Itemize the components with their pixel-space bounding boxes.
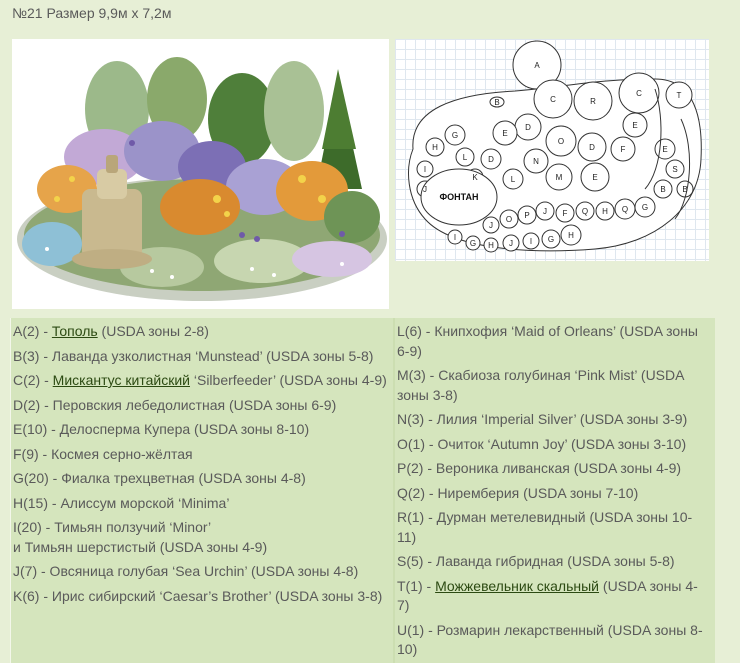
legend-item-text: C(2) -	[13, 372, 53, 388]
legend-item-text: I(20) - Тимьян ползучий ‘Minor’	[13, 519, 212, 535]
svg-text:C: C	[636, 89, 642, 98]
svg-text:H: H	[488, 241, 494, 250]
legend-item-f	[13, 445, 393, 465]
svg-text:T: T	[676, 91, 682, 100]
svg-text:G: G	[451, 131, 459, 140]
legend-item-e	[13, 420, 393, 440]
svg-text:I: I	[423, 165, 427, 174]
svg-text:F: F	[620, 145, 626, 154]
legend-item-k	[13, 587, 393, 607]
legend-item-s	[397, 552, 709, 572]
legend-item-text: S(5) - Лаванда гибридная (USDA зоны 5-8)	[397, 553, 675, 569]
legend-item-text: G(20) - Фиалка трехцветная (USDA зоны 4-8)	[13, 470, 306, 486]
fountain-label: ФОНТАН	[439, 192, 479, 202]
legend-item-r	[397, 508, 709, 547]
page-title: №21 Размер 9,9м х 7,2м	[12, 5, 172, 21]
legend-item-j	[13, 562, 393, 582]
svg-text:E: E	[502, 129, 508, 138]
legend-item-text: N(3) - Лилия ‘Imperial Silver’ (USDA зоны 3-9)	[397, 411, 688, 427]
svg-text:A: A	[534, 61, 540, 70]
svg-text:E: E	[632, 121, 638, 130]
legend-item-u	[397, 621, 709, 660]
svg-text:O: O	[557, 137, 565, 146]
svg-text:E: E	[592, 173, 598, 182]
legend-item-zones: (USDA зоны 2-8)	[97, 323, 209, 339]
svg-text:L: L	[510, 175, 516, 184]
legend-item-text: J(7) - Овсяница голубая ‘Sea Urchin’ (USDA зоны 4-8)	[13, 563, 359, 579]
legend-item-c	[13, 371, 393, 391]
legend-item-i	[13, 518, 393, 557]
svg-text:H: H	[602, 207, 608, 216]
legend-item-zones: ‘Silberfeeder’ (USDA зоны 4-9)	[189, 372, 387, 388]
plant-link[interactable]: Можжевельник скальный	[435, 577, 600, 594]
svg-text:P: P	[524, 211, 530, 220]
legend-item-h	[13, 494, 393, 514]
legend-item-a	[13, 322, 393, 342]
legend-item-zones: (USDA зоны 4-7)	[397, 577, 698, 613]
svg-text:H: H	[568, 231, 574, 240]
plant-legend	[10, 318, 715, 663]
svg-text:H: H	[432, 143, 438, 152]
svg-text:C: C	[550, 95, 556, 104]
planting-plan	[395, 39, 709, 261]
plant-link[interactable]: Тополь	[51, 323, 98, 339]
legend-item-b	[13, 347, 393, 367]
svg-text:L: L	[462, 153, 468, 162]
svg-text:G: G	[547, 235, 555, 244]
legend-item-text: A(2) -	[13, 323, 52, 339]
legend-item-text: L(6) - Книпхофия ‘Maid of Orleans’ (USDA зоны 6-9)	[397, 323, 698, 359]
svg-text:M: M	[555, 173, 563, 182]
legend-item-text: U(1) - Розмарин лекарственный (USDA зоны 8-10)	[397, 621, 703, 657]
legend-item-text: H(15) - Алиссум морской ‘Minima’	[13, 494, 230, 511]
legend-item-q	[397, 484, 709, 504]
svg-text:D: D	[525, 123, 531, 132]
legend-item-text: B(3) - Лаванда узколистная ‘Munstead’ (USDA зоны 5-8)	[13, 347, 374, 364]
svg-text:I: I	[453, 233, 457, 242]
svg-text:B: B	[494, 98, 500, 107]
svg-text:I: I	[529, 237, 533, 246]
garden-illustration	[12, 39, 389, 309]
svg-text:K: K	[472, 173, 478, 182]
svg-text:J: J	[489, 221, 493, 230]
legend-item-text: T(1) -	[397, 577, 436, 594]
legend-item-n	[397, 410, 709, 430]
legend-item-l	[397, 322, 709, 361]
legend-item-text: P(2) - Вероника ливанская (USDA зоны 4-9)	[397, 460, 682, 476]
svg-text:O: O	[505, 215, 513, 224]
svg-text:J: J	[543, 207, 547, 216]
legend-item-text-line2: и Тимьян шерстистый (USDA зоны 4-9)	[13, 538, 268, 555]
legend-item-text: E(10) - Делосперма Купера (USDA зоны 8-10)	[13, 421, 310, 437]
legend-column-right	[395, 318, 715, 663]
svg-text:R: R	[590, 97, 596, 106]
legend-item-text: Q(2) - Ниремберия (USDA зоны 7-10)	[397, 484, 639, 501]
legend-item-text: R(1) - Дурман метелевидный (USDA зоны 10-11)	[397, 509, 693, 545]
legend-item-text: K(6) - Ирис сибирский ‘Caesar’s Brother’ (USDA зоны 3-8)	[13, 587, 383, 604]
svg-text:N: N	[533, 157, 539, 166]
svg-text:B: B	[682, 185, 688, 194]
legend-item-text: O(1) - Очиток ‘Autumn Joy’ (USDA зоны 3-10)	[397, 435, 687, 452]
svg-text:S: S	[672, 165, 678, 174]
svg-text:G: G	[469, 239, 477, 248]
legend-item-o	[397, 435, 709, 455]
legend-item-d	[13, 396, 393, 416]
legend-item-t	[397, 577, 709, 616]
svg-text:Q: Q	[621, 205, 629, 214]
legend-item-g	[13, 469, 393, 489]
legend-item-text: M(3) - Скабиоза голубиная ‘Pink Mist’ (USDA зоны 3-8)	[397, 367, 684, 403]
plant-link[interactable]: Мискантус китайский	[52, 372, 190, 388]
svg-text:F: F	[562, 209, 568, 218]
svg-text:J: J	[423, 185, 427, 194]
legend-item-p	[397, 459, 709, 479]
svg-text:J: J	[509, 239, 513, 248]
svg-text:E: E	[662, 145, 668, 154]
svg-text:Q: Q	[581, 207, 589, 216]
svg-text:D: D	[488, 155, 494, 164]
legend-item-m	[397, 366, 709, 405]
svg-text:D: D	[589, 143, 595, 152]
legend-item-text: F(9) - Космея серно-жёлтая	[13, 445, 193, 462]
svg-text:B: B	[660, 185, 666, 194]
svg-text:G: G	[641, 203, 649, 212]
legend-item-text: D(2) - Перовския лебедолистная (USDA зоны 6-9)	[13, 396, 337, 413]
legend-column-left	[11, 318, 393, 663]
